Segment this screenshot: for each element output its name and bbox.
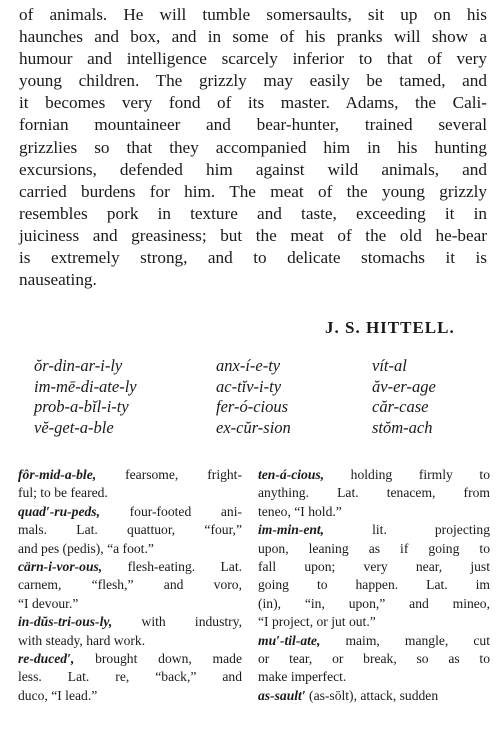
definition-headword: ten-á-cious, xyxy=(258,467,325,482)
definitions-left-column xyxy=(18,466,242,705)
passage-line: juiciness and greasiness; but the meat of the old he-bear xyxy=(19,225,487,245)
definition-line: mu′-til-ate, maim, mangle, cut xyxy=(258,632,490,648)
spelling-word: ac-tĭv-i-ty xyxy=(216,376,282,396)
passage-line: young children. The grizzly may easily be tamed, and xyxy=(19,71,487,91)
definition-line: teneo, “I hold.” xyxy=(258,503,342,519)
spelling-word: vĕ-get-a-ble xyxy=(34,418,114,438)
definition-line: fall upon; very near, just xyxy=(258,559,490,575)
definition-headword: re-duced′, xyxy=(18,651,75,667)
definition-line: carnem, “flesh,” and voro, xyxy=(18,577,242,593)
reading-passage xyxy=(19,4,487,291)
definitions-right-column xyxy=(258,466,490,705)
definition-headword: mu′-til-ate, xyxy=(258,632,321,648)
spelling-word: căr-case xyxy=(372,397,429,417)
definition-line: with steady, hard work. xyxy=(18,632,146,648)
spelling-word: prob-a-bĭl-i-ty xyxy=(34,397,129,417)
spelling-word: fer-ó-cious xyxy=(216,397,289,417)
passage-line: haunches and box, and in some of his pranks will show a xyxy=(19,27,487,47)
passage-line: humour and intelligence scarcely inferior to that of very xyxy=(19,49,487,69)
definition-line: going to happen. Lat. im xyxy=(258,577,490,593)
definition-line: make imperfect. xyxy=(258,669,347,685)
definition-line: fôr-mid-a-ble, fearsome, fright- xyxy=(18,467,242,482)
definition-headword: in-dŭs-tri-ous-ly, xyxy=(18,614,113,630)
passage-line: of animals. He will tumble somersaults, sit up on his xyxy=(19,5,487,24)
definition-line: “I devour.” xyxy=(18,595,79,611)
definition-headword: cärn-i-vor-ous, xyxy=(18,559,103,575)
definition-entry xyxy=(258,687,490,705)
spelling-word: ex-cŭr-sion xyxy=(216,418,291,438)
definition-line: or tear, or break, so as to xyxy=(258,651,490,667)
passage-line: nauseating. xyxy=(19,270,97,290)
definition-headword: quad′-ru-peds, xyxy=(18,503,100,519)
definition-line: ful; to be feared. xyxy=(18,485,108,501)
spelling-word: im-mē-di-ate-ly xyxy=(34,376,137,396)
passage-line: fornian mountaineer and bear-hunter, trained several xyxy=(19,115,487,135)
spelling-word: stŏm-ach xyxy=(372,418,433,438)
definition-line: quad′-ru-peds, four-footed ani- xyxy=(18,503,242,519)
passage-line: excursions, defended him against wild animals, and xyxy=(19,159,487,179)
definition-line: duco, “I lead.” xyxy=(18,687,98,703)
spelling-word: ăv-er-age xyxy=(372,376,436,396)
definition-entry xyxy=(18,558,242,613)
definition-line: upon, leaning as if going to xyxy=(258,540,490,556)
definition-headword: im-min-ent, xyxy=(258,522,325,538)
definition-line: and pes (pedis), “a foot.” xyxy=(18,540,154,556)
passage-line: it becomes very fond of its master. Adams, the Cali- xyxy=(19,93,487,113)
definition-headword: as-sault′ xyxy=(258,687,306,703)
definition-line: anything. Lat. tenacem, from xyxy=(258,485,490,501)
definition-entry xyxy=(18,650,242,705)
definition-entry xyxy=(18,613,242,650)
definition-line: cärn-i-vor-ous, flesh-eating. Lat. xyxy=(18,559,242,575)
definition-entry xyxy=(18,466,242,503)
definition-line: less. Lat. re, “back,” and xyxy=(18,669,242,685)
definition-line: ten-á-cious, holding firmly to xyxy=(258,467,490,482)
definition-entry xyxy=(258,632,490,687)
definition-line: as-sault′ (as-sōlt), attack, sudden xyxy=(258,687,439,703)
passage-line: carried burdens for him. The meat of the young grizzly xyxy=(19,181,487,201)
definition-line: in-dŭs-tri-ous-ly, with industry, xyxy=(18,614,242,630)
definition-entry xyxy=(258,521,490,631)
definition-entry xyxy=(18,503,242,558)
definition-line: mals. Lat. quattuor, “four,” xyxy=(18,522,242,538)
definition-headword: fôr-mid-a-ble, xyxy=(18,467,97,482)
passage-line: grizzlies so that they accompanied him in his hunting xyxy=(19,137,487,157)
spelling-word: anx-í-e-ty xyxy=(216,356,281,375)
definition-line: “I project, or jut out.” xyxy=(258,614,376,630)
spelling-word-list xyxy=(34,356,494,438)
spelling-word: ŏr-din-ar-i-ly xyxy=(34,356,123,375)
spelling-word: vít-al xyxy=(372,356,407,375)
author-credit: J. S. HITTELL. xyxy=(325,318,455,337)
passage-line: resembles pork in texture and taste, exceeding it in xyxy=(19,203,487,223)
passage-line: is extremely strong, and to delicate stomachs it is xyxy=(19,248,487,268)
definition-line: im-min-ent, lit. projecting xyxy=(258,522,490,538)
definition-line: re-duced′, brought down, made xyxy=(18,651,242,667)
definition-line: (in), “in, upon,” and mineo, xyxy=(258,595,490,611)
definition-entry xyxy=(258,466,490,521)
